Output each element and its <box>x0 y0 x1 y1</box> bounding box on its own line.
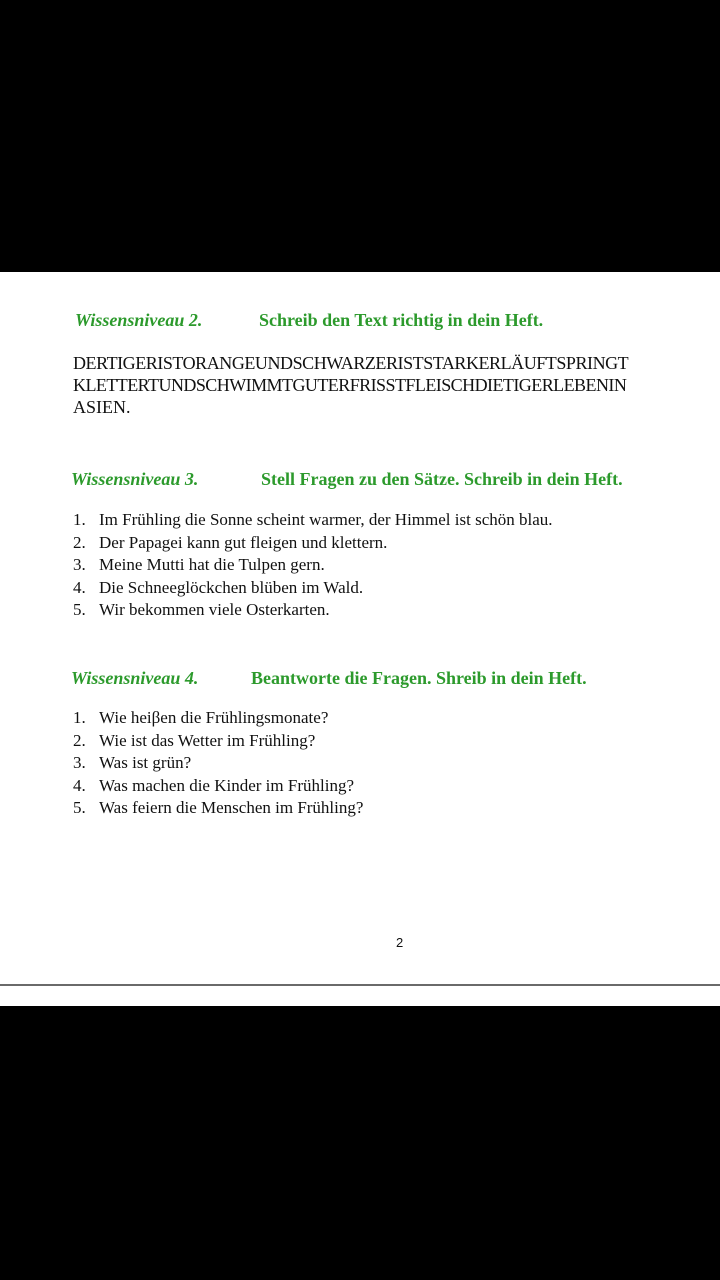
list-item-text: Was machen die Kinder im Frühling? <box>99 775 354 795</box>
section-3-task: Stell Fragen zu den Sätze. Schreib in dein Heft. <box>261 469 623 489</box>
list-item-text: Wie ist das Wetter im Frühling? <box>99 730 316 750</box>
section-4-task: Beantworte die Fragen. Shreib in dein Heft. <box>251 668 587 688</box>
list-item <box>73 577 553 600</box>
section-3-level: Wissensniveau 3. <box>71 469 199 489</box>
section-3-list <box>73 509 553 622</box>
page-number: 2 <box>396 935 404 950</box>
list-item-number: 1. <box>73 510 86 529</box>
list-item-number: 5. <box>73 600 86 619</box>
list-item-number: 1. <box>73 708 86 727</box>
list-item-number: 5. <box>73 798 86 817</box>
list-item-number: 4. <box>73 577 86 597</box>
list-item <box>73 730 363 753</box>
list-item-text: Im Frühling die Sonne scheint warmer, der Himmel ist schön blau. <box>99 510 553 529</box>
section-2-line: KLETTERTUNDSCHWIMMTGUTERFRISSTFLEISCHDIETIGERLEBENIN <box>73 375 627 395</box>
list-item-text: Meine Mutti hat die Tulpen gern. <box>99 555 325 574</box>
list-item <box>73 532 553 555</box>
section-2-level: Wissensniveau 2. <box>75 310 203 330</box>
list-item <box>73 707 363 730</box>
list-item-number: 3. <box>73 753 86 772</box>
page-divider <box>0 984 720 986</box>
list-item-text: Die Schneeglöckchen blüben im Wald. <box>99 577 364 597</box>
section-3-heading <box>71 469 623 490</box>
list-item <box>73 599 553 622</box>
section-4-list <box>73 707 363 820</box>
section-2-line: ASIEN. <box>73 397 131 417</box>
list-item <box>73 752 363 775</box>
section-4-heading <box>71 668 587 689</box>
list-item-text: Wir bekommen viele Osterkarten. <box>99 600 330 619</box>
list-item-text: Was ist grün? <box>99 753 192 772</box>
list-item-text: Was feiern die Menschen im Frühling? <box>99 798 364 817</box>
list-item-number: 4. <box>73 775 86 795</box>
section-2-text <box>73 352 628 418</box>
list-item <box>73 554 553 577</box>
section-2-line: DERTIGERISTORANGEUNDSCHWARZERISTSTARKERLÄUFTSPRINGT <box>73 353 629 373</box>
list-item-text: Der Papagei kann gut fleigen und klettern. <box>99 532 388 552</box>
list-item <box>73 775 363 798</box>
list-item-number: 3. <box>73 555 86 574</box>
section-2-heading <box>75 310 544 331</box>
list-item-text: Wie heiβen die Frühlingsmonate? <box>99 708 329 727</box>
section-4-level: Wissensniveau 4. <box>71 668 199 688</box>
document-page <box>0 272 720 1006</box>
list-item <box>73 797 363 820</box>
list-item-number: 2. <box>73 730 86 750</box>
list-item-number: 2. <box>73 532 86 552</box>
section-2-task: Schreib den Text richtig in dein Heft. <box>259 310 544 330</box>
list-item <box>73 509 553 532</box>
